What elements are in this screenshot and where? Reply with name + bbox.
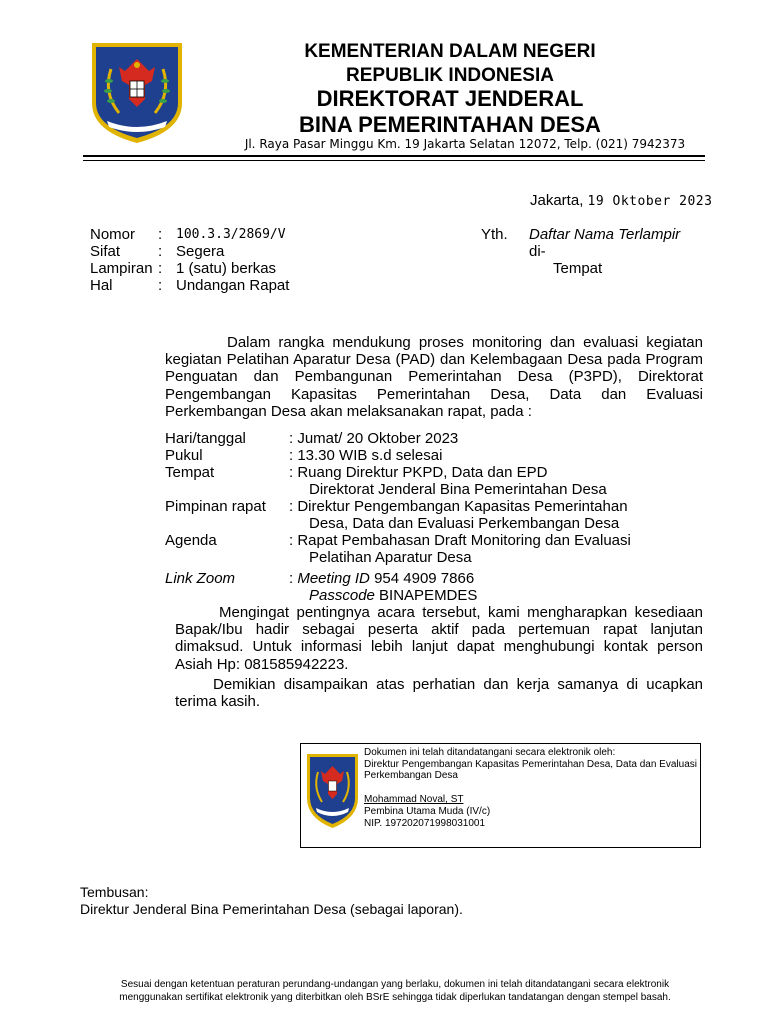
detail-label: Link Zoom — [165, 570, 236, 587]
detail-value-line: Pelatihan Aparatur Desa — [309, 549, 472, 566]
paragraph-1-text: Dalam rangka mendukung proses monitoring dan evaluasi kegiatan kegiatan Pelatihan Aparatur Desa (PAD) dan Kelembagaan Desa pada Program Penguatan dan Pembangunan Pemerintahan Desa (P3PD), Direktorat Pengembangan Kapasitas Pemerintahan Desa, Data dan Evaluasi Perkembangan Desa akan melaksanakan rapat, pada : — [165, 334, 703, 420]
detail-label: Pukul — [165, 447, 203, 464]
meeting-id-value: 954 4909 7866 — [374, 570, 475, 587]
kemendagri-logo — [89, 41, 185, 145]
directorate-name: BINA PEMERINTAHAN DESA — [299, 112, 601, 137]
recipient-spacer — [481, 260, 553, 277]
detail-value — [289, 532, 705, 566]
meta-colon: : — [158, 277, 163, 294]
detail-row-time — [165, 447, 705, 464]
detail-value-line: : Rapat Pembahasan Draft Monitoring dan Evaluasi — [289, 532, 631, 549]
body-paragraph-1 — [165, 334, 703, 420]
meta-value: Undangan Rapat — [176, 277, 290, 294]
recipient-place: Tempat — [553, 260, 603, 277]
recipient-di: di- — [529, 243, 546, 260]
directorate-general: DIREKTORAT JENDERAL — [316, 86, 584, 111]
recipient-block — [481, 226, 680, 277]
ministry-name: KEMENTERIAN DALAM NEGERI — [304, 41, 596, 62]
detail-value — [289, 570, 705, 604]
detail-row-chair — [165, 498, 705, 532]
body-paragraph-3 — [175, 676, 703, 710]
meta-colon: : — [158, 260, 163, 277]
tembusan-value: Direktur Jenderal Bina Pemerintahan Desa (sebagai laporan). — [80, 901, 463, 917]
e-signature-logo — [305, 752, 360, 830]
detail-label: Tempat — [165, 464, 215, 481]
meta-value: 1 (satu) berkas — [176, 260, 277, 277]
recipient-place-row — [481, 260, 680, 277]
meta-row-lampiran — [90, 260, 289, 277]
signer-rank: Pembina Utama Muda (IV/c) — [364, 805, 491, 817]
meta-key: Nomor — [90, 226, 136, 243]
letter-meta — [90, 226, 289, 294]
detail-value: : Jumat/ 20 Oktober 2023 — [289, 430, 459, 447]
letterhead-rule-thick — [83, 155, 705, 157]
meta-colon: : — [158, 226, 163, 243]
tembusan-label: Tembusan: — [80, 884, 149, 900]
meta-row-nomor — [90, 226, 289, 243]
detail-label: Agenda — [165, 532, 217, 549]
recipient-label: Yth. — [481, 226, 508, 243]
detail-value-line: : Direktur Pengembangan Kapasitas Pemerintahan — [289, 498, 628, 515]
signature-spacer — [364, 782, 699, 794]
body-paragraph-2 — [175, 604, 703, 673]
detail-value — [289, 498, 705, 532]
detail-row-agenda — [165, 532, 705, 566]
passcode-value: BINAPEMDES — [379, 587, 478, 604]
letterhead-rule-thin — [83, 160, 705, 161]
signature-position: Direktur Pengembangan Kapasitas Pemerintahan Desa, Data dan Evaluasi Perkembangan Desa — [364, 758, 697, 782]
passcode-label: Passcode — [309, 587, 375, 604]
meta-key: Hal — [90, 277, 113, 294]
meeting-id-label: Meeting ID — [297, 570, 370, 587]
country-name: REPUBLIK INDONESIA — [346, 65, 554, 86]
meta-value: 100.3.3/2869/V — [176, 227, 286, 242]
detail-row-zoom — [165, 570, 705, 604]
signer-name: Mohammad Noval, ST — [364, 794, 464, 806]
detail-value — [289, 464, 705, 498]
letterhead-address: Jl. Raya Pasar Minggu Km. 19 Jakarta Selatan 12072, Telp. (021) 7942373 — [244, 137, 686, 151]
meta-key: Sifat — [90, 243, 121, 260]
date-city: Jakarta, — [530, 192, 584, 209]
footer-disclaimer: Sesuai dengan ketentuan peraturan perundang-undangan yang berlaku, dokumen ini telah ditandatangani secara elektronik menggunakan sertifikat elektronik yang diterbitkan oleh BSrE sehingga tidak diperlukan tandatangan dengan stempel basah. — [119, 979, 671, 1003]
meeting-details — [165, 430, 705, 604]
detail-value-line: : Ruang Direktur PKPD, Data dan EPD — [289, 464, 548, 481]
e-signature-text — [364, 747, 699, 829]
signature-statement: Dokumen ini telah ditandatangani secara elektronik oleh: — [364, 747, 616, 758]
signer-nip: NIP. 197202071998031001 — [364, 817, 486, 829]
recipient-spacer — [481, 243, 529, 260]
meta-value: Segera — [176, 243, 225, 260]
tembusan-block — [80, 884, 463, 918]
recipient-name: Daftar Nama Terlampir — [529, 226, 681, 243]
detail-value-line: Desa, Data dan Evaluasi Perkembangan Desa — [309, 515, 620, 532]
meta-row-sifat — [90, 243, 289, 260]
detail-label: Pimpinan rapat — [165, 498, 266, 515]
detail-value: : 13.30 WIB s.d selesai — [289, 447, 443, 464]
meta-row-hal — [90, 277, 289, 294]
meta-colon: : — [158, 243, 163, 260]
meta-key: Lampiran — [90, 260, 153, 277]
paragraph-2-text: Mengingat pentingnya acara tersebut, kami mengharapkan kesediaan Bapak/Ibu hadir sebagai peserta aktif pada pertemuan rapat lanjutan dimaksud. Untuk informasi lebih lanjut dapat menghubungi kontak person Asiah Hp: 081585942223. — [175, 604, 703, 673]
detail-row-place — [165, 464, 705, 498]
detail-row-date — [165, 430, 705, 447]
detail-value-line: Direktorat Jenderal Bina Pemerintahan Desa — [309, 481, 607, 498]
recipient-di-row — [481, 243, 680, 260]
detail-label: Hari/tanggal — [165, 430, 246, 447]
paragraph-3-text: Demikian disampaikan atas perhatian dan kerja samanya di ucapkan terima kasih. — [175, 676, 703, 711]
letter-date — [530, 192, 712, 209]
recipient-row — [481, 226, 680, 243]
date-value: 19 Oktober 2023 — [587, 194, 713, 209]
zoom-colon: : — [289, 570, 294, 587]
